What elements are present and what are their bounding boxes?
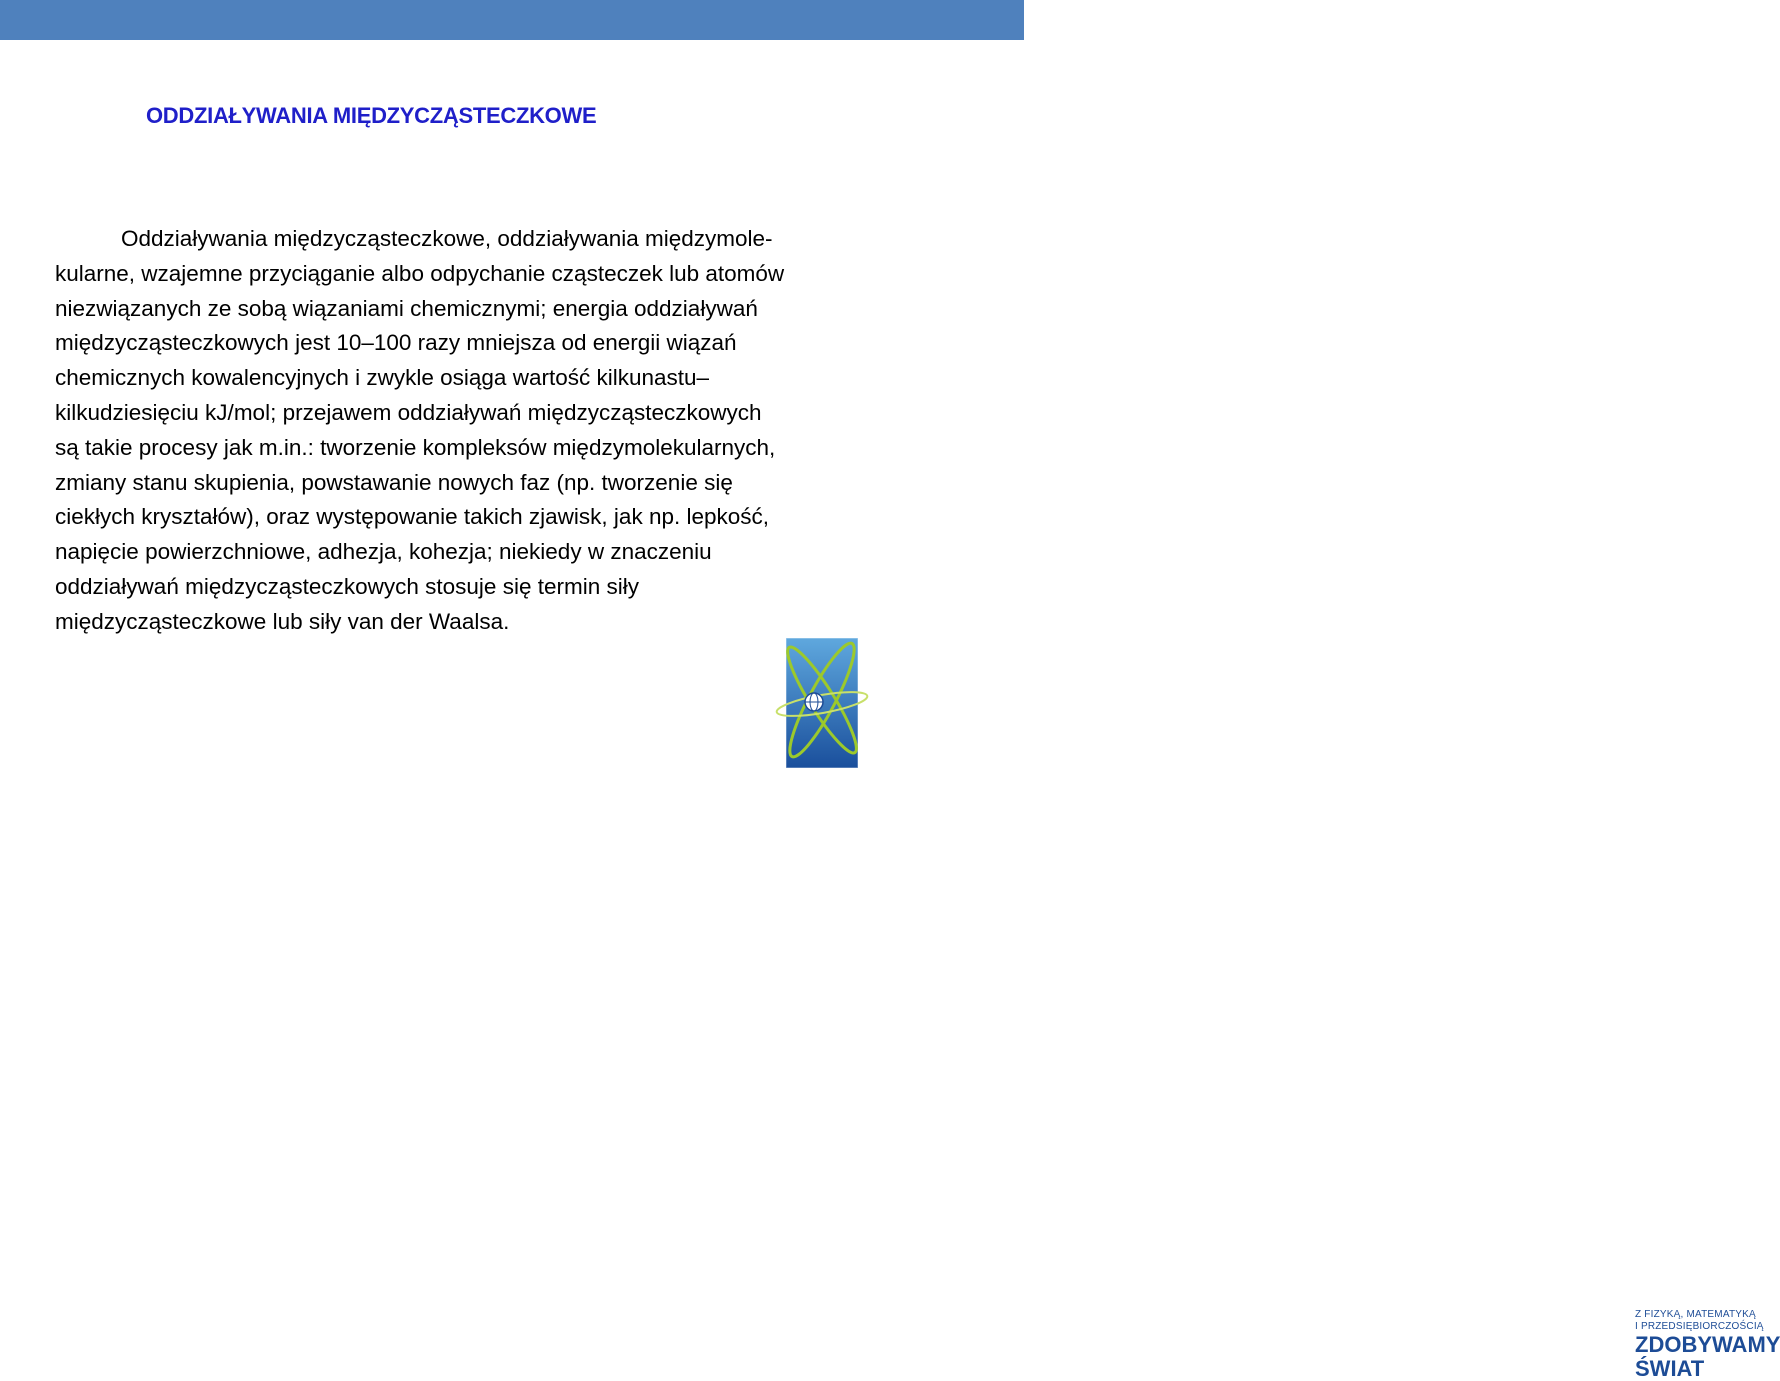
logo-word-1: ZDOBYWAMY [1635, 1332, 1780, 1357]
body-line: kularne, wzajemne przyciąganie albo odpychanie cząsteczek lub atomów [55, 260, 785, 286]
project-logo [770, 624, 1780, 1381]
body-line: zmiany stanu skupienia, powstawanie nowych faz (np. tworzenie się [55, 469, 733, 495]
body-line: międzycząsteczkowych jest 10–100 razy mniejsza od energii wiązań [55, 330, 737, 356]
logo-word-2: ŚWIAT [1635, 1356, 1705, 1381]
body-line: Oddziaływania międzycząsteczkowe, oddziaływania międzymole- [121, 226, 773, 251]
body-line: napięcie powierzchniowe, adhezja, kohezja; niekiedy w znaczeniu [55, 539, 712, 565]
logo-tagline-1: Z FIZYKĄ, MATEMATYKĄ [1635, 1309, 1756, 1320]
atom-emblem-icon [770, 624, 1024, 768]
body-line: niezwiązanych ze sobą wiązaniami chemicznymi; energia oddziaływań [55, 295, 758, 321]
slide-title: ODDZIAŁYWANIA MIĘDZYCZĄSTECZKOWE [146, 103, 597, 128]
body-line: są takie procesy jak m.in.: tworzenie kompleksów międzymolekularnych, [55, 434, 776, 460]
body-text [55, 222, 985, 640]
body-line: oddziaływań międzycząsteczkowych stosuje się termin siły [55, 573, 639, 599]
body-line: międzycząsteczkowe lub siły van der Waalsa. [55, 608, 510, 634]
logo-text [1635, 1309, 1780, 1381]
logo-tagline-2: I PRZEDSIĘBIORCZOŚCIĄ [1635, 1321, 1764, 1332]
body-line: chemicznych kowalencyjnych i zwykle osiąga wartość kilkunastu– [55, 365, 710, 391]
body-line: ciekłych kryształów), oraz występowanie takich zjawisk, jak np. lepkość, [55, 504, 770, 530]
top-bar [0, 0, 1024, 40]
body-line: kilkudziesięciu kJ/mol; przejawem oddziaływań międzycząsteczkowych [55, 399, 762, 425]
